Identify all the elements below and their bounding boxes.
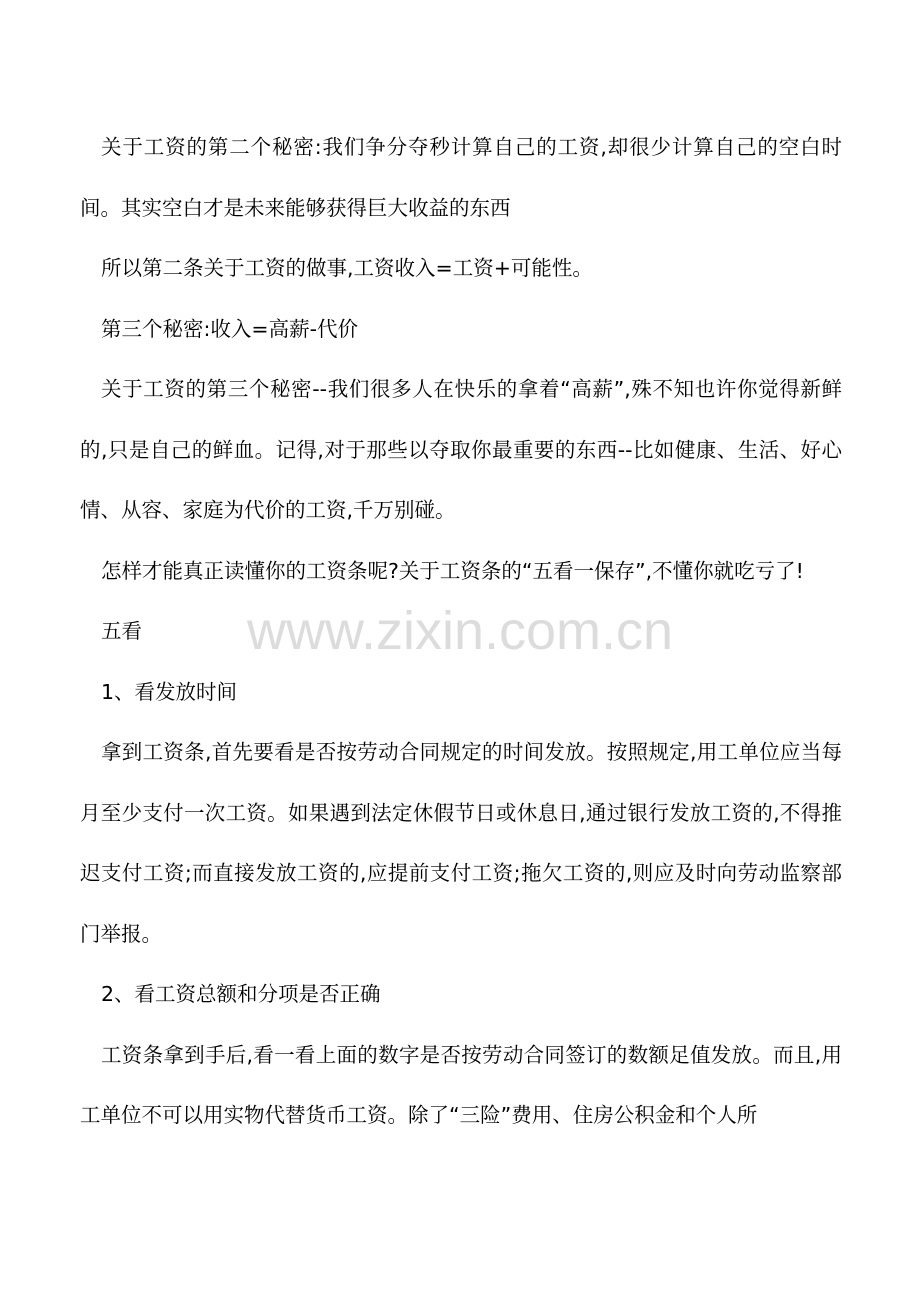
- heading-secret-three: 第三个秘密:收入=高薪-代价: [101, 316, 358, 341]
- paragraph-salary-secret-two: 关于工资的第二个秘密:我们争分夺秒计算自己的工资,却很少计算自己的空白时间。其实空白才是未来能够获得巨大收益的东西: [80, 135, 842, 220]
- paragraph-total-amount: 工资条拿到手后,看一看上面的数字是否按劳动合同签订的数额足值发放。而且,用工单位不可以用实物代替货币工资。除了“三险”费用、住房公积金和个人所: [80, 1042, 842, 1127]
- heading-check-total-amount: 2、看工资总额和分项是否正确: [101, 982, 381, 1006]
- paragraph-salary-secret-three: 关于工资的第三个秘密--我们很多人在快乐的拿着“高薪”,殊不知也许你觉得新鲜的,只是自己的鲜血。记得,对于那些以夺取你最重要的东西--比如健康、生活、好心情、从容、家庭为代价的工资,千万别碰。: [80, 377, 842, 522]
- paragraph-read-payslip: 怎样才能真正读懂你的工资条呢?关于工资条的“五看一保存”,不懂你就吃亏了!: [101, 558, 804, 583]
- paragraph-income-formula: 所以第二条关于工资的做事,工资收入=工资+可能性。: [101, 256, 593, 280]
- heading-check-payment-time: 1、看发放时间: [101, 679, 238, 704]
- document-body: [80, 117, 842, 1146]
- watermark-text: www.zixin.com.cn: [246, 601, 674, 661]
- paragraph-payment-time: 拿到工资条,首先要看是否按劳动合同规定的时间发放。按照规定,用工单位应当每月至少支付一次工资。如果遇到法定休假节日或休息日,通过银行发放工资的,不得推迟支付工资;而直接发放工资的,应提前支付工资;拖欠工资的,则应及时向劳动监察部门举报。: [80, 740, 842, 946]
- heading-five-checks: 五看: [101, 619, 142, 643]
